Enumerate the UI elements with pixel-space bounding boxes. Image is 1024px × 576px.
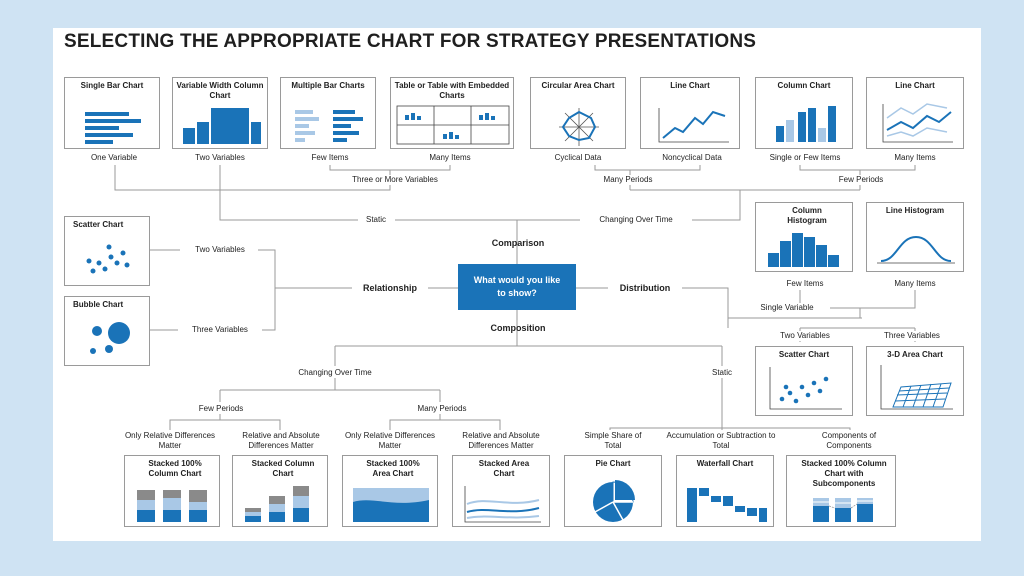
box-label: Line Histogram [885, 206, 945, 215]
multiple-bar-charts-box [280, 77, 376, 149]
label-single-variable: Single Variable [744, 303, 830, 313]
table-chart-icon [391, 78, 515, 150]
label-simple-share: Simple Share of Total [584, 431, 642, 450]
box-label: Stacked 100% Column Chart [148, 459, 202, 478]
label-comp-many-periods: Many Periods [404, 404, 480, 414]
box-label: Single Bar Chart [80, 81, 144, 90]
scatter-chart-box-right [755, 346, 853, 416]
stacked-column-icon [233, 456, 329, 528]
bubble-icon [65, 297, 151, 367]
box-label: Variable Width Column Chart [176, 81, 264, 100]
label-only-relative-2: Only Relative Differences Matter [344, 431, 436, 450]
variable-width-column-chart-box [172, 77, 268, 149]
box-label: Pie Chart [595, 459, 631, 468]
label-rel-three-variables: Three Variables [178, 325, 262, 335]
single-bar-chart-icon [65, 78, 161, 150]
label-rel-two-variables: Two Variables [182, 245, 258, 255]
page-title: SELECTING THE APPROPRIATE CHART FOR STRATEGY PRESENTATIONS [64, 31, 757, 52]
branch-composition: Composition [490, 323, 546, 333]
box-label: Line Chart [670, 81, 710, 90]
column-histogram-icon [756, 203, 854, 273]
stacked-100-column-box [124, 455, 220, 527]
scatter-icon-2 [756, 347, 854, 417]
label-many-items: Many Items [429, 153, 471, 162]
variable-width-column-icon [173, 78, 269, 150]
line-chart-box-1 [640, 77, 740, 149]
label-comp-changing: Changing Over Time [276, 368, 394, 378]
label-comp-static: Static [704, 368, 740, 378]
box-label: Stacked Column Chart [251, 459, 315, 478]
stacked-column-box [232, 455, 328, 527]
box-label: Bubble Chart [73, 300, 124, 309]
line-histogram-icon [867, 203, 965, 273]
column-chart-box [755, 77, 853, 149]
column-histogram-box [755, 202, 853, 272]
center-question: What would you like to show? [473, 275, 561, 298]
box-label: Line Chart [895, 81, 935, 90]
multiple-bar-charts-icon [281, 78, 377, 150]
stacked-100-subcomponents-box [786, 455, 896, 527]
bubble-chart-box [64, 296, 150, 366]
circular-area-chart-box [530, 77, 626, 149]
label-many-items-2: Many Items [894, 153, 936, 162]
label-rel-abs-1: Relative and Absolute Differences Matter [242, 431, 320, 450]
multi-line-chart-icon [867, 78, 965, 150]
stacked-100-area-box [342, 455, 438, 527]
label-few-periods: Few Periods [826, 175, 896, 185]
box-label: Stacked 100% Area Chart [366, 459, 420, 478]
box-label: Circular Area Chart [541, 81, 615, 90]
label-rel-abs-2: Relative and Absolute Differences Matter [462, 431, 540, 450]
branch-relationship: Relationship [362, 283, 417, 293]
column-chart-icon [756, 78, 854, 150]
stacked-100-area-icon [343, 456, 439, 528]
stacked-area-icon [453, 456, 551, 528]
line-chart-icon [641, 78, 741, 150]
branch-distribution: Distribution [619, 283, 671, 293]
label-static: Static [358, 215, 394, 225]
label-dist-three-variables: Three Variables [870, 331, 954, 341]
box-label: Scatter Chart [73, 220, 124, 229]
stacked-subcomponents-icon [787, 456, 897, 528]
label-changing-over-time: Changing Over Time [580, 215, 692, 225]
label-noncyclical-data: Noncyclical Data [662, 153, 722, 162]
table-embedded-charts-box [390, 77, 514, 149]
label-only-relative-1: Only Relative Differences Matter [124, 431, 216, 450]
label-accumulation: Accumulation or Subtraction to Total [666, 431, 776, 450]
label-two-variables: Two Variables [195, 153, 245, 162]
box-label: Column Chart [777, 81, 831, 90]
label-many-periods: Many Periods [590, 175, 666, 185]
stacked-100-column-icon [125, 456, 221, 528]
label-components: Components of Components [821, 431, 877, 450]
label-few-items: Few Items [311, 153, 349, 162]
branch-comparison: Comparison [491, 238, 545, 248]
stacked-area-box [452, 455, 550, 527]
center-question-box [458, 264, 576, 310]
label-one-variable: One Variable [90, 153, 138, 162]
box-label: Table or Table with Embedded Charts [394, 81, 510, 100]
label-dist-many-items: Many Items [894, 279, 936, 288]
box-label: Waterfall Chart [696, 459, 754, 468]
label-cyclical-data: Cyclical Data [554, 153, 602, 162]
circular-area-icon [531, 78, 627, 150]
pie-chart-box [564, 455, 662, 527]
3d-area-chart-box [866, 346, 964, 416]
single-bar-chart-box [64, 77, 160, 149]
waterfall-icon [677, 456, 775, 528]
box-label: Scatter Chart [778, 350, 830, 359]
pie-chart-icon [565, 456, 663, 528]
label-dist-two-variables: Two Variables [766, 331, 844, 341]
box-label: Stacked 100% Column Chart with Subcomponents [801, 459, 887, 488]
waterfall-chart-box [676, 455, 774, 527]
box-label: Multiple Bar Charts [291, 81, 365, 90]
label-comp-few-periods: Few Periods [186, 404, 256, 414]
line-chart-box-2 [866, 77, 964, 149]
box-label: Stacked Area Chart [478, 459, 530, 478]
label-single-few-items: Single or Few Items [769, 153, 841, 162]
3d-area-icon [867, 347, 965, 417]
line-histogram-box [866, 202, 964, 272]
label-dist-few-items: Few Items [786, 279, 824, 288]
scatter-chart-box-left [64, 216, 150, 286]
box-label: 3-D Area Chart [887, 350, 943, 359]
scatter-icon [65, 217, 151, 287]
label-three-or-more-variables: Three or More Variables [330, 175, 460, 185]
box-label: Column Histogram [787, 206, 827, 225]
